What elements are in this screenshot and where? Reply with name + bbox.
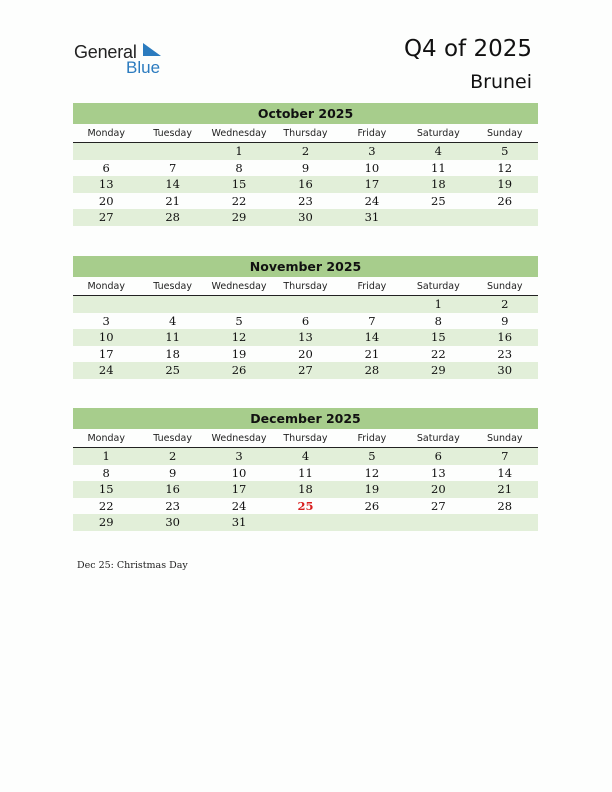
date-cell: 4: [168, 313, 177, 328]
date-cell: 25: [165, 363, 180, 377]
month-title: December 2025: [73, 408, 538, 429]
week-row: [73, 329, 538, 346]
date-cell: 27: [98, 210, 114, 224]
date-cell: 5: [368, 449, 376, 463]
date-cell: 29: [98, 515, 114, 529]
date-cell: 17: [231, 482, 247, 496]
date-cell: 5: [501, 144, 509, 158]
weekday-label: Thursday: [283, 128, 328, 139]
date-cell: 19: [364, 482, 380, 496]
date-cell: 24: [231, 498, 247, 513]
date-cell: 30: [165, 515, 180, 529]
country-name: Brunei: [470, 71, 532, 93]
date-cell: 19: [231, 346, 247, 361]
date-cell: 7: [168, 160, 177, 175]
date-cell: 24: [98, 363, 114, 377]
date-cell: 17: [364, 177, 380, 191]
date-cell: [139, 296, 205, 313]
date-cell: 4: [301, 449, 310, 463]
week-row: [73, 193, 538, 210]
date-cell: 18: [165, 346, 180, 361]
week-row: [73, 448, 538, 465]
date-cell: [206, 296, 272, 313]
date-cell: 7: [368, 313, 376, 328]
date-cell: 22: [431, 346, 446, 361]
date-cell: 6: [102, 160, 110, 175]
month-calendar-november: [73, 256, 538, 379]
week-row: [73, 362, 538, 379]
date-cell: 21: [165, 193, 180, 208]
date-cell: 10: [364, 160, 380, 175]
date-cell: 9: [501, 313, 509, 328]
month-title: October 2025: [73, 103, 538, 124]
date-cell: 28: [364, 363, 380, 377]
date-cell: 7: [501, 449, 509, 463]
date-cell: [472, 514, 538, 531]
date-cell: 12: [497, 160, 513, 175]
weekday-label: Sunday: [486, 128, 523, 139]
date-cell: 10: [231, 465, 247, 480]
date-cell: 18: [431, 177, 446, 191]
logo-blue-text: Blue: [126, 58, 161, 77]
date-cell: 16: [298, 177, 313, 191]
date-cell: 30: [298, 210, 313, 224]
week-row: [73, 465, 538, 482]
date-cell: 28: [165, 210, 180, 224]
date-cell: [272, 296, 338, 313]
date-cell: 6: [301, 313, 310, 328]
weekday-label: Saturday: [416, 281, 460, 292]
date-cell: 23: [497, 346, 513, 361]
date-cell: 1: [434, 297, 442, 311]
date-cell: 21: [364, 346, 380, 361]
date-cell: 12: [364, 465, 380, 480]
date-cell: 10: [98, 330, 114, 344]
date-cell: 27: [431, 498, 446, 513]
date-cell: 27: [298, 363, 313, 377]
week-row: [73, 296, 538, 313]
date-cell: 13: [98, 177, 114, 191]
date-cell: 12: [231, 330, 247, 344]
weekday-label: Tuesday: [153, 433, 192, 444]
date-cell: 1: [102, 449, 110, 463]
date-cell: 31: [231, 515, 247, 529]
weekday-label: Thursday: [283, 281, 328, 292]
weekday-label: Monday: [87, 433, 125, 444]
date-cell: 23: [165, 498, 180, 513]
page-title: Q4 of 2025: [403, 36, 532, 62]
date-cell: 4: [434, 144, 442, 158]
weekday-label: Friday: [357, 128, 387, 139]
date-cell: 17: [98, 346, 114, 361]
weekday-label: Tuesday: [153, 281, 192, 292]
date-cell: [73, 296, 139, 313]
weekday-label: Monday: [87, 281, 125, 292]
date-cell: 26: [497, 193, 513, 208]
date-cell: [339, 296, 405, 313]
weekday-label: Saturday: [416, 128, 460, 139]
date-cell: 14: [165, 177, 180, 191]
weekday-label: Thursday: [283, 433, 328, 444]
date-cell: 20: [431, 482, 446, 496]
date-cell: 13: [298, 330, 313, 344]
date-cell: [339, 514, 405, 531]
date-cell: 14: [364, 330, 380, 344]
date-cell: 9: [301, 160, 310, 175]
month-calendar-december: [73, 408, 538, 531]
date-cell: 24: [364, 193, 380, 208]
weekday-label: Friday: [357, 281, 387, 292]
date-cell: 8: [235, 160, 243, 175]
date-cell: 29: [231, 210, 247, 224]
general-blue-logo: [74, 42, 174, 78]
weekday-label: Tuesday: [153, 128, 192, 139]
date-cell: 9: [168, 465, 177, 480]
holiday-note: Dec 25: Christmas Day: [77, 560, 188, 571]
date-cell: 3: [368, 144, 376, 158]
date-cell: 23: [298, 193, 313, 208]
date-cell: 18: [298, 482, 313, 496]
week-row: [73, 143, 538, 160]
date-cell: 1: [235, 144, 243, 158]
weekday-label: Monday: [87, 128, 125, 139]
month-title: November 2025: [73, 256, 538, 277]
date-cell: 15: [431, 330, 446, 344]
date-cell: [405, 514, 471, 531]
week-row: [73, 160, 538, 177]
weekday-label: Wednesday: [211, 433, 267, 444]
weekday-label: Saturday: [416, 433, 460, 444]
date-cell: 31: [364, 210, 380, 224]
date-cell: 22: [98, 498, 114, 513]
logo-triangle-icon: [141, 43, 163, 59]
date-cell: 15: [98, 482, 114, 496]
date-cell: 3: [102, 313, 110, 328]
date-cell: 20: [98, 193, 114, 208]
weekday-label: Friday: [357, 433, 387, 444]
week-row: [73, 209, 538, 226]
date-cell: [73, 143, 139, 160]
date-cell: 15: [231, 177, 247, 191]
weekday-label: Wednesday: [211, 128, 267, 139]
week-row: [73, 176, 538, 193]
date-cell: [139, 143, 205, 160]
date-cell: [472, 209, 538, 226]
week-row: [73, 346, 538, 363]
date-cell: 26: [364, 498, 380, 513]
date-cell: 22: [231, 193, 247, 208]
date-cell: 11: [298, 465, 313, 480]
date-cell: 25: [431, 193, 446, 208]
month-calendar-october: [73, 103, 538, 226]
date-cell: 28: [497, 498, 513, 513]
date-cell: 5: [235, 313, 243, 328]
holiday-date-cell: 25: [297, 498, 314, 513]
date-cell: 2: [501, 297, 509, 311]
date-cell: 30: [497, 363, 513, 377]
date-cell: 11: [165, 330, 180, 344]
date-cell: [405, 209, 471, 226]
logo-general-text: General: [74, 42, 137, 62]
week-row: [73, 514, 538, 531]
weekday-header-row: [73, 279, 538, 296]
weekday-header-row: [73, 126, 538, 143]
date-cell: 19: [497, 177, 513, 191]
date-cell: [272, 514, 338, 531]
weekday-label: Sunday: [486, 433, 523, 444]
date-cell: 2: [301, 144, 310, 158]
week-row: [73, 498, 538, 515]
date-cell: 13: [431, 465, 446, 480]
date-cell: 3: [235, 449, 243, 463]
weekday-label: Sunday: [486, 281, 523, 292]
date-cell: 8: [434, 313, 442, 328]
weekday-header-row: [73, 431, 538, 448]
week-row: [73, 313, 538, 330]
date-cell: 8: [102, 465, 110, 480]
date-cell: 6: [434, 449, 442, 463]
date-cell: 16: [165, 482, 180, 496]
date-cell: 14: [497, 465, 513, 480]
date-cell: 16: [497, 330, 513, 344]
date-cell: 21: [497, 482, 513, 496]
date-cell: 11: [431, 160, 446, 175]
week-row: [73, 481, 538, 498]
date-cell: 20: [298, 346, 313, 361]
date-cell: 2: [168, 449, 177, 463]
weekday-label: Wednesday: [211, 281, 267, 292]
date-cell: 26: [231, 363, 247, 377]
date-cell: 29: [431, 363, 446, 377]
